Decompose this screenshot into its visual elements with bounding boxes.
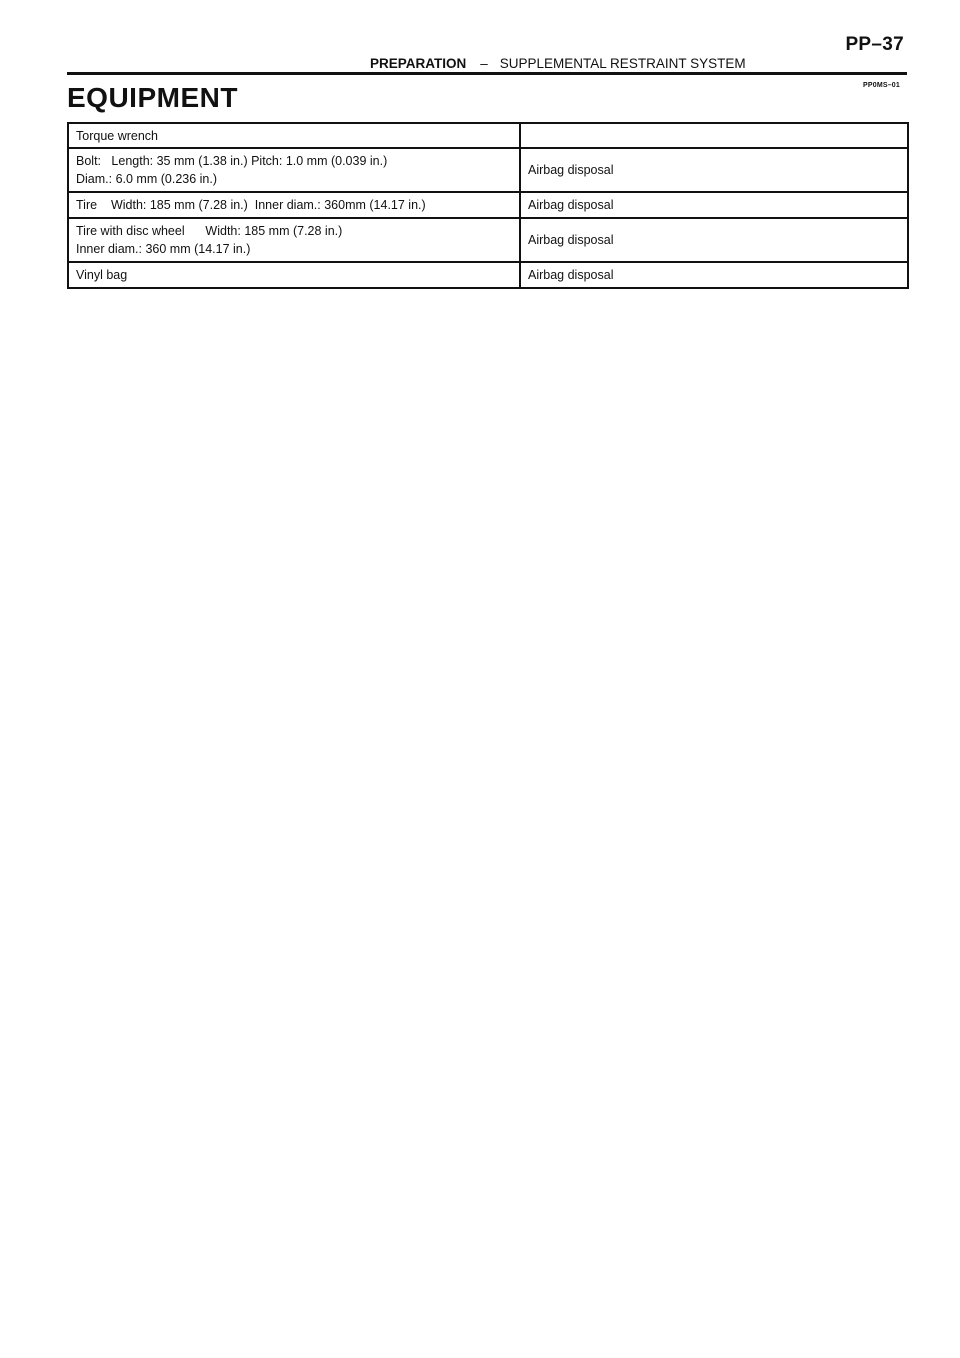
equipment-item-text: Diam.: 6.0 mm (0.236 in.) <box>76 172 218 186</box>
equipment-item-cell <box>68 192 520 218</box>
header-separator: – <box>480 56 488 71</box>
equipment-item-cell <box>68 123 520 148</box>
equipment-item-text: Tire Width: 185 mm (7.28 in.) Inner diam.: 360mm (14.17 in.) <box>76 198 426 212</box>
table-row <box>68 262 908 288</box>
equipment-item-text: Inner diam.: 360 mm (14.17 in.) <box>76 242 251 256</box>
section-title: PREPARATION <box>370 56 467 71</box>
table-row <box>68 218 908 262</box>
equipment-item-text: Tire with disc wheel Width: 185 mm (7.28 in.) <box>76 224 343 238</box>
equipment-note-cell <box>520 123 908 148</box>
running-header <box>370 56 746 71</box>
equipment-note-cell: Airbag disposal <box>520 148 908 192</box>
equipment-item-text: Torque wrench <box>76 128 158 143</box>
subsection-title: SUPPLEMENTAL RESTRAINT SYSTEM <box>499 56 746 71</box>
equipment-item-cell <box>68 148 520 192</box>
equipment-note-cell: Airbag disposal <box>520 262 908 288</box>
header-rule <box>67 72 907 75</box>
page-number: PP–37 <box>845 34 904 55</box>
table-row <box>68 123 908 148</box>
page-title: EQUIPMENT <box>67 82 238 113</box>
equipment-item-text: Vinyl bag <box>76 268 128 282</box>
equipment-table <box>67 122 909 289</box>
equipment-item-cell <box>68 262 520 288</box>
table-row <box>68 192 908 218</box>
equipment-item-cell <box>68 218 520 262</box>
equipment-note-cell: Airbag disposal <box>520 218 908 262</box>
equipment-note-cell: Airbag disposal <box>520 192 908 218</box>
document-code: PP0MS–01 <box>862 82 900 89</box>
equipment-item-text: Bolt: Length: 35 mm (1.38 in.) Pitch: 1.0 mm (0.039 in.) <box>76 154 388 168</box>
table-row <box>68 148 908 192</box>
